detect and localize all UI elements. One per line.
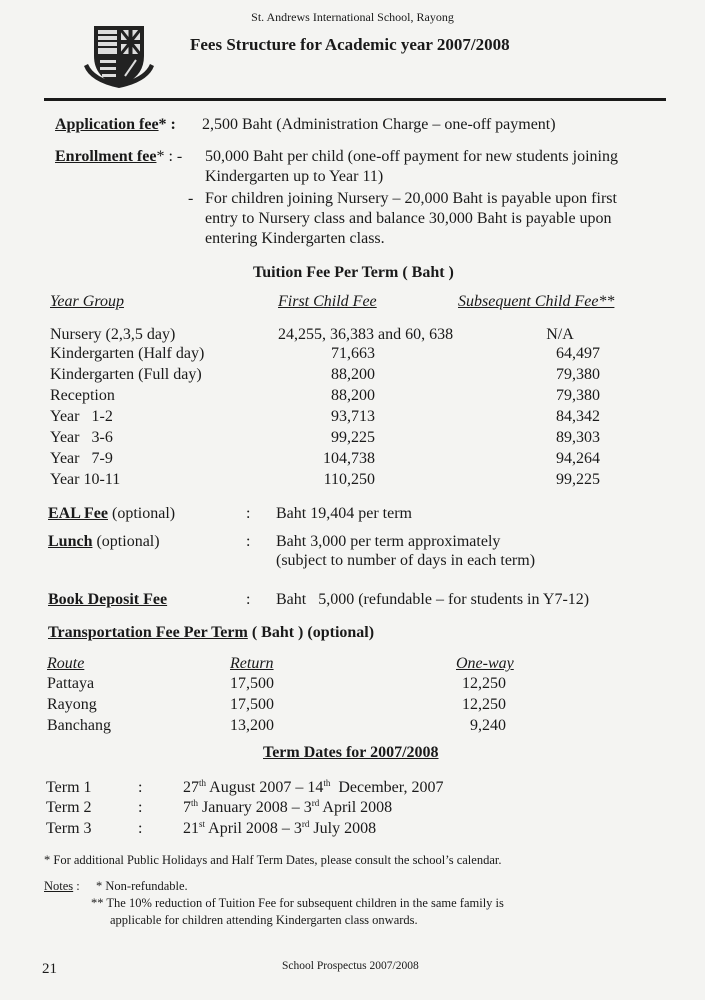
school-name: St. Andrews International School, Rayong xyxy=(251,10,454,24)
notes-label: Notes xyxy=(44,879,74,893)
page-number: 21 xyxy=(42,961,57,977)
term-3-dates: 21st April 2008 – 3rd July 2008 xyxy=(183,819,377,837)
enrollment-fee-label: Enrollment fee xyxy=(55,148,157,165)
tuition-header-subsequent-child: Subsequent Child Fee** xyxy=(458,293,615,310)
header-divider xyxy=(44,98,666,101)
holiday-note: * For additional Public Holidays and Half Term Dates, please consult the school’s calendar. xyxy=(44,853,502,867)
tuition-header-first-child: First Child Fee xyxy=(278,293,377,310)
table-row: Kindergarten (Full day) 88,200 79,380 xyxy=(50,366,600,383)
table-row: Nursery (2,3,5 day) 24,255, 36,383 and 60, 638 N/A xyxy=(50,326,574,343)
lunch-fee-note: (subject to number of days in each term) xyxy=(276,552,536,569)
table-row: Rayong 17,500 12,250 xyxy=(47,696,506,713)
page-title: Fees Structure for Academic year 2007/2008 xyxy=(190,35,510,54)
transport-header-one-way: One-way xyxy=(456,655,514,672)
enrollment-fee-line4: entry to Nursery class and balance 30,000 Baht is payable upon xyxy=(205,210,612,227)
term-1-dates: 27th August 2007 – 14th December, 2007 xyxy=(183,778,444,796)
notes: Notes : xyxy=(44,879,80,893)
enrollment-fee-line5: entering Kindergarten class. xyxy=(205,230,385,247)
enrollment-fee-line3: For children joining Nursery – 20,000 Baht is payable upon first xyxy=(205,190,617,207)
eal-fee: EAL Fee (optional) xyxy=(48,505,176,522)
eal-fee-label: EAL Fee xyxy=(48,505,108,522)
table-row: Year 1-2 93,713 84,342 xyxy=(50,408,600,425)
tuition-header-year-group: Year Group xyxy=(50,293,124,310)
term-2-dates: 7th January 2008 – 3rd April 2008 xyxy=(183,798,393,816)
book-deposit-label: Book Deposit Fee xyxy=(48,591,168,608)
note-sibling-discount: ** The 10% reduction of Tuition Fee for subsequent children in the same family is xyxy=(91,896,504,910)
lunch-fee-label: Lunch xyxy=(48,533,93,550)
enrollment-fee-bullet: - xyxy=(188,190,194,207)
table-row: Pattaya 17,500 12,250 xyxy=(47,675,506,692)
enrollment-fee-line2: Kindergarten up to Year 11) xyxy=(205,168,384,185)
table-row: Year 3-6 99,225 89,303 xyxy=(50,429,600,446)
book-deposit-value: Baht 5,000 (refundable – for students in Y7-12) xyxy=(276,591,590,608)
enrollment-fee: Enrollment fee* : - xyxy=(55,148,183,165)
term-row: Term 3 : 21st April 2008 – 3rd July 2008 xyxy=(46,819,377,837)
table-row: Year 10-11 110,250 99,225 xyxy=(50,471,600,488)
term-row: Term 2 : 7th January 2008 – 3rd April 2008 xyxy=(46,798,393,816)
lunch-fee: Lunch (optional) xyxy=(48,533,160,550)
application-fee-value: 2,500 Baht (Administration Charge – one-off payment) xyxy=(202,116,556,133)
transport-title: Transportation Fee Per Term ( Baht ) (optional) xyxy=(48,624,375,641)
note-sibling-discount-cont: applicable for children attending Kindergarten class onwards. xyxy=(110,913,418,927)
table-row: Reception 88,200 79,380 xyxy=(50,387,600,404)
table-row: Banchang 13,200 9,240 xyxy=(47,717,506,734)
table-row: Year 7-9 104,738 94,264 xyxy=(50,450,600,467)
lunch-fee-value: Baht 3,000 per term approximately xyxy=(276,533,501,550)
footer-publication: School Prospectus 2007/2008 xyxy=(282,960,419,972)
enrollment-fee-line1: 50,000 Baht per child (one-off payment for new students joining xyxy=(205,148,618,165)
application-fee: Application fee* : xyxy=(55,116,176,133)
table-row: Kindergarten (Half day) 71,663 64,497 xyxy=(50,345,600,362)
tuition-title: Tuition Fee Per Term ( Baht ) xyxy=(253,264,454,281)
transport-header-route: Route xyxy=(47,655,85,672)
school-crest-icon xyxy=(80,22,158,90)
note-non-refundable: * Non-refundable. xyxy=(96,879,188,893)
eal-fee-value: Baht 19,404 per term xyxy=(276,505,412,522)
term-dates-title: Term Dates for 2007/2008 xyxy=(263,744,439,761)
term-row: Term 1 : 27th August 2007 – 14th December, 2007 xyxy=(46,778,444,796)
transport-header-return: Return xyxy=(230,655,274,672)
application-fee-label: Application fee xyxy=(55,116,159,133)
